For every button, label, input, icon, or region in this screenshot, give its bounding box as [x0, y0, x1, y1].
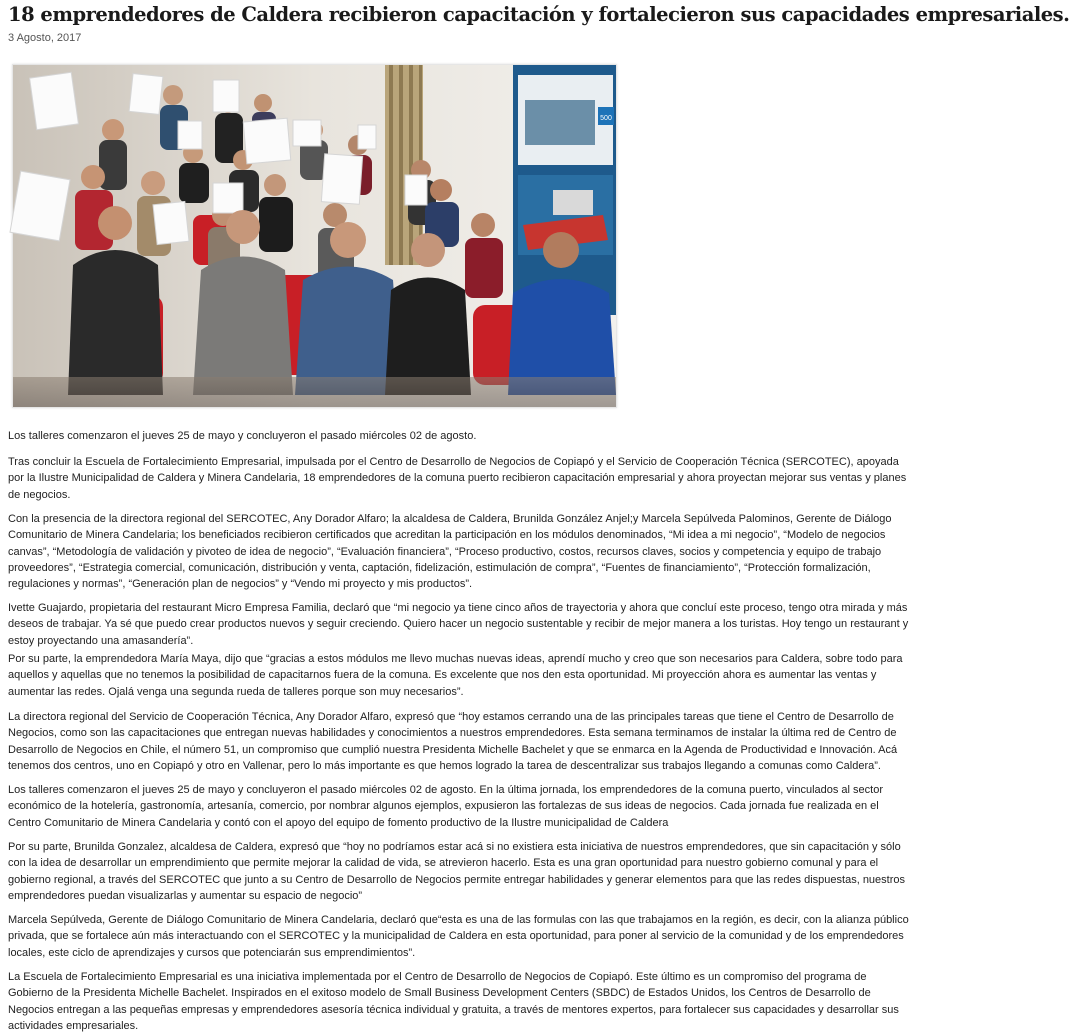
paragraph-9: Marcela Sepúlveda, Gerente de Diálogo Comunitario de Minera Candelaria, declaró que“esta es una de las formulas con las que trabajamos en la región, es decir, con la alianza público privada, que se fortalece aún más interactuando con el SERCOTEC y la municipalidad de Caldera en esta oportunidad, para poner al servicio de la comunidad y de los emprendedores locales, este ciclo de aprendizajes y cursos que potenciarán sus emprendimientos”.: [8, 914, 909, 959]
paragraph-2: Tras concluir la Escuela de Fortalecimiento Empresarial, impulsada por el Centro de Desarrollo de Negocios de Copiapó y el Servicio de Cooperación Técnica (SERCOTEC), apoyada por la Ilustre Municipalidad de Caldera y Minera Candelaria, 18 emprendedores de la comuna puerto recibieron capacitación empresarial y ahora proyectan mejorar sus ventas y planes de negocios.: [8, 456, 907, 501]
article-photo: [12, 64, 617, 408]
paragraph-1: Los talleres comenzaron el jueves 25 de mayo y concluyeron el pasado miércoles 02 de agosto.: [8, 430, 477, 442]
paragraph-6: La directora regional del Servicio de Cooperación Técnica, Any Dorador Alfaro, expresó que “hoy estamos cerrando una de las principales tareas que tiene el Centro de Desarrollo de Negocios, como son las capacitaciones que entregan nuevas habilidades y conocimientos a nuestros emprendedores. Esta semana terminamos de instalar la última red de Centro de Desarrollo de Negocios en Chile, el número 51, un compromiso que cumplió nuestra Presidenta Michelle Bachelet y que se enmarca en la Agenda de Productividad e Innovación. Acá tenemos dos centros, uno en Copiapó y otro en Vallenar, pero lo más importante es que hemos logrado la tarea de descentralizar sus trabajos llegando a comunas como Caldera”.: [8, 711, 898, 772]
paragraph-3: Con la presencia de la directora regional del SERCOTEC, Any Dorador Alfaro; la alcaldesa de Caldera, Brunilda González Anjel;y Marcela Sepúlveda Palominos, Gerente de Diálogo Comunitario de Minera Candelaria; los beneficiados recibieron certificados que acreditan la participación en los módulos denominados, “Mi idea a mi negocio”, “Modelo de negocios canvas”, “Metodología de validación y pivoteo de idea de negocio”, “Evaluación financiera”, “Proceso productivo, costos, recursos claves, socios y competencia y equipo de trabajo proveedores”, “Estrategia comercial, comunicación, distribución y venta, captación, fidelización, estimulación de compra”, “Fuentes de financiamiento”, “Protección formalización, regulaciones y normas”, “Generación plan de negocios” y “Vendo mi proyecto y mis productos”.: [8, 513, 892, 590]
paragraph-10: La Escuela de Fortalecimiento Empresarial es una iniciativa implementada por el Centro de Desarrollo de Negocios de Copiapó. Este último es un compromiso del programa de Gobierno de la Presidenta Michelle Bachelet. Inspirados en el exitoso modelo de Small Business Development Centers (SBDC) de Estados Unidos, los Centros de Desarrollo de Negocios entregan a las pequeñas empresas y emprendedores asesoría técnica individual y gratuita, a través de mentores expertos, para fortalecer sus capacidades y desarrollar sus actividades empresariales.: [8, 971, 899, 1032]
sponsor-banner: [513, 65, 616, 315]
paragraph-5: Por su parte, la emprendedora María Maya, dijo que “gracias a estos módulos me llevo muchas nuevas ideas, aprendí mucho y creo que son necesarios para Caldera, sobre todo para aquellos y aquellas que no tenemos la posibilidad de capacitarnos fuera de la comuna. Es excelente que nos den esta oportunidad. Mi proyección ahora es aumentar las ventas y aumentar las redes. Ojalá venga una segunda rueda de talleres porque son muy necesarios”.: [8, 653, 903, 698]
banner-number: 500: [600, 115, 612, 122]
paragraph-8: Por su parte, Brunilda Gonzalez, alcaldesa de Caldera, expresó que “hoy no podríamos estar acá si no existiera esta iniciativa de nuestros emprendedores, que sin capacitación y sólo con la idea de desarrollar un emprendimiento que permite mejorar la calidad de vida, se atrevieron hacerlo. Esta es una gran oportunidad para nuestro gobierno comunal y para el gobierno regional, a través del SERCOTEC que junto a su Centro de Desarrollo de Negocios permite entregar habilidades y generar elementos para que las redes dispuestas, nuestros emprendedores puedan visualizarlas y aumentar su espacio de negocio”: [8, 841, 906, 902]
article-title: 18 emprendedores de Caldera recibieron capacitación y fortalecieron sus capacidades empresariales.: [8, 3, 1069, 26]
paragraph-7: Los talleres comenzaron el jueves 25 de mayo y concluyeron el pasado miércoles 02 de agosto. En la última jornada, los emprendedores de la comuna puerto, vinculados al sector económico de la hotelería, gastronomía, artesanía, comercio, por nombrar algunos ejemplos, expusieron las fortalezas de sus ideas de negocios. Cada jornada fue realizada en el Centro Comunitario de Minera Candelaria y contó con el apoyo del equipo de fomento productivo de la Ilustre municipalidad de Caldera: [8, 784, 883, 829]
paragraph-4: Ivette Guajardo, propietaria del restaurant Micro Empresa Familia, declaró que “mi negocio ya tiene cinco años de trayectoria y ahora que concluí este proceso, tengo otra mirada y más deseos de trabajar. Ya sé que puedo crear productos nuevos y seguir creciendo. Quiero hacer un negocio sustentable y recibir de mejor manera a los turistas. Hoy tengo un restaurant y estoy proyectando una amasandería”.: [8, 602, 909, 647]
article-date: 3 Agosto, 2017: [8, 32, 82, 44]
